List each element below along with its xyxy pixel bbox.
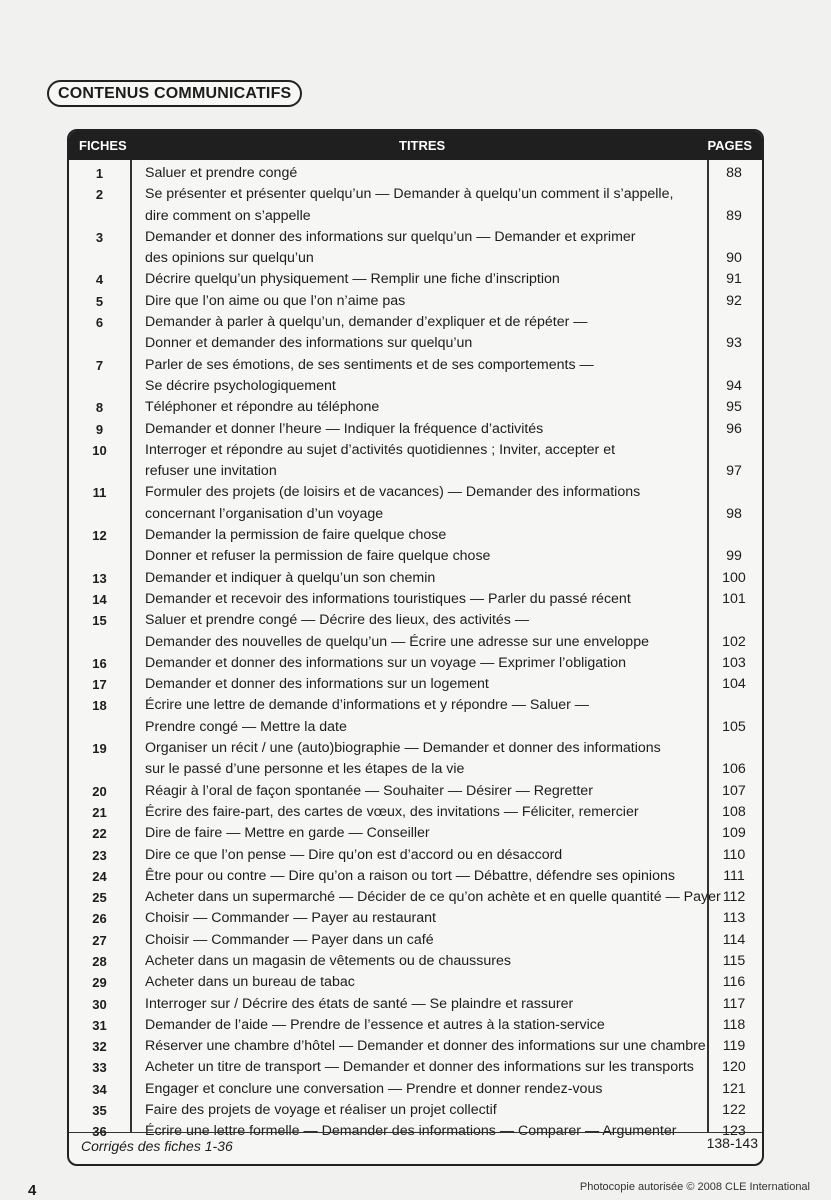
section-title: CONTENUS COMMUNICATIFS [47, 80, 302, 107]
table-row [69, 440, 762, 483]
fiche-title [145, 1100, 695, 1121]
fiche-page: 101 [722, 590, 746, 607]
table-row [69, 951, 762, 972]
fiche-number: 25 [92, 890, 107, 906]
fiche-title [145, 1057, 695, 1078]
fiche-title-line: Saluer et prendre congé [145, 165, 298, 181]
fiche-title-line: Choisir — Commander — Payer dans un café [145, 931, 434, 948]
fiche-page: 89 [726, 207, 742, 224]
table-row [69, 1036, 762, 1057]
fiche-page: 115 [722, 952, 746, 969]
table-row [69, 482, 762, 525]
fiche-number: 34 [92, 1081, 107, 1097]
fiche-title-line: Se décrire psychologiquement [145, 377, 336, 394]
fiche-page: 91 [726, 271, 742, 288]
header-titres: TITRES [399, 138, 446, 153]
fiche-title [145, 866, 695, 887]
table-row [69, 866, 762, 887]
fiche-number: 18 [92, 698, 107, 714]
table-row [69, 887, 762, 908]
fiche-number: 1 [95, 166, 104, 181]
table-row [69, 227, 762, 270]
table-row [69, 994, 762, 1015]
table-row [69, 653, 762, 674]
fiche-title-line: Demander et donner des informations sur un logement [145, 676, 489, 693]
table-body [69, 163, 762, 1143]
header-fiches: FICHES [79, 138, 127, 153]
fiche-title [145, 802, 695, 823]
fiche-title-line: Parler de ses émotions, de ses sentiments et de ses comportements — [145, 356, 594, 373]
fiche-title-line: Écrire des faire-part, des cartes de vœux, des invitations — Féliciter, remercier [145, 803, 639, 820]
fiche-number: 11 [92, 485, 107, 501]
table-row [69, 269, 762, 290]
fiche-number: 6 [95, 315, 104, 331]
fiche-title [145, 184, 695, 227]
fiche-title-line: Décrire quelqu’un physiquement — Remplir une fiche d’inscription [145, 271, 560, 288]
fiche-title [145, 1036, 706, 1057]
fiche-title-line: Engager et conclure une conversation — Prendre et donner rendez-vous [145, 1080, 603, 1097]
fiche-title [145, 887, 721, 908]
fiche-number: 8 [95, 400, 104, 416]
fiche-title [145, 397, 695, 418]
fiche-page: 92 [726, 292, 742, 309]
fiche-number: 28 [92, 953, 107, 969]
fiche-title-line: Faire des projets de voyage et réaliser un projet collectif [145, 1102, 497, 1119]
fiche-page: 112 [722, 889, 746, 906]
answers-pages: 138-143 [706, 1135, 758, 1151]
fiche-number: 17 [92, 677, 107, 693]
fiche-title [145, 355, 695, 398]
table-row [69, 1057, 762, 1078]
fiche-number: 12 [92, 528, 107, 544]
fiche-title-line: Formuler des projets (de loisirs et de vacances) — Demander des informations [145, 484, 641, 501]
fiche-page: 94 [726, 377, 742, 394]
fiche-title-line: Interroger et répondre au sujet d’activités quotidiennes ; Inviter, accepter et [145, 441, 616, 458]
fiche-title [145, 994, 695, 1015]
fiche-page: 118 [722, 1016, 746, 1033]
fiche-number: 23 [92, 847, 107, 863]
fiche-number: 4 [95, 272, 104, 288]
fiche-title [145, 781, 695, 802]
fiche-title-line: Dire de faire — Mettre en garde — Conseiller [145, 825, 430, 842]
fiche-title [145, 419, 695, 440]
fiche-page: 120 [722, 1059, 746, 1076]
fiche-title [145, 291, 695, 312]
fiche-title [145, 695, 695, 738]
table-row [69, 291, 762, 312]
fiche-number: 21 [92, 804, 107, 820]
fiche-page: 114 [722, 931, 746, 948]
fiche-title [145, 951, 695, 972]
table-row [69, 397, 762, 418]
table-row [69, 674, 762, 695]
fiche-number: 15 [92, 613, 107, 629]
fiche-number: 19 [92, 741, 107, 757]
table-row [69, 802, 762, 823]
fiche-title [145, 482, 695, 525]
fiche-title-line: Acheter dans un supermarché — Décider de ce qu’on achète et en quelle quantité — Payer [145, 889, 721, 906]
fiche-title [145, 674, 695, 695]
table-row [69, 163, 762, 184]
fiche-number: 29 [92, 975, 107, 991]
fiche-title-line: Dire ce que l’on pense — Dire qu’on est d’accord ou en désaccord [145, 846, 563, 863]
fiche-title-line: Donner et demander des informations sur quelqu’un [145, 335, 473, 352]
table-row [69, 823, 762, 844]
table-row [69, 972, 762, 993]
fiche-title-line: Donner et refuser la permission de faire quelque chose [145, 548, 491, 565]
table-row [69, 419, 762, 440]
table-row [69, 781, 762, 802]
fiche-title [145, 845, 695, 866]
fiche-page: 96 [726, 420, 742, 437]
fiche-page: 106 [722, 761, 746, 778]
fiche-number: 20 [92, 783, 107, 799]
fiche-title [145, 589, 695, 610]
fiche-page: 103 [722, 654, 746, 671]
fiche-title [145, 568, 695, 589]
fiche-title-line: dire comment on s’appelle [145, 207, 311, 224]
fiche-page: 113 [722, 910, 746, 927]
table-header [69, 131, 762, 160]
page-number: 4 [28, 1182, 37, 1199]
fiche-title-line: Demander des nouvelles de quelqu’un — Écrire une adresse sur une enveloppe [145, 633, 649, 650]
fiche-title-line: Prendre congé — Mettre la date [145, 718, 347, 735]
fiche-title-line: Réserver une chambre d’hôtel — Demander et donner des informations sur une chambre [145, 1038, 706, 1055]
fiche-title [145, 312, 695, 355]
table-row [69, 312, 762, 355]
fiche-number: 35 [92, 1103, 107, 1119]
fiche-title-line: Demander de l’aide — Prendre de l’essence et autres à la station-service [145, 1016, 605, 1033]
fiche-number: 3 [95, 229, 104, 245]
fiche-title [145, 653, 695, 674]
table-row [69, 589, 762, 610]
fiche-title-line: Écrire une lettre formelle — Demander des informations — Comparer — Argumenter [145, 1123, 677, 1140]
copyright-notice: Photocopie autorisée © 2008 CLE International [579, 1181, 810, 1193]
fiche-title-line: Interroger sur / Décrire des états de santé — Se plaindre et rassurer [145, 995, 574, 1012]
fiche-page: 100 [722, 569, 746, 586]
fiche-title-line: Demander à parler à quelqu’un, demander d’expliquer et de répéter — [145, 314, 588, 331]
table-row [69, 610, 762, 653]
fiche-page: 97 [726, 463, 742, 480]
fiche-title-line: Réagir à l’oral de façon spontanée — Souhaiter — Désirer — Regretter [145, 782, 593, 799]
fiche-number: 27 [92, 932, 107, 948]
fiche-title [145, 908, 695, 929]
fiche-title-line: Acheter dans un magasin de vêtements ou de chaussures [145, 952, 511, 969]
fiche-number: 10 [92, 442, 107, 458]
table-row [69, 1079, 762, 1100]
fiche-page: 122 [722, 1102, 746, 1119]
fiche-number: 5 [95, 293, 104, 309]
fiche-number: 2 [95, 187, 104, 203]
fiche-number: 30 [92, 996, 107, 1012]
fiche-page: 88 [726, 165, 742, 181]
fiche-page: 119 [722, 1038, 746, 1055]
fiche-page: 123 [722, 1123, 746, 1140]
fiche-number: 26 [92, 911, 107, 927]
table-row [69, 845, 762, 866]
fiche-page: 108 [722, 803, 746, 820]
fiche-page: 110 [722, 846, 746, 863]
fiche-title-line: Acheter dans un bureau de tabac [145, 974, 355, 991]
fiche-title [145, 930, 695, 951]
fiche-title [145, 610, 695, 653]
fiche-page: 98 [726, 505, 742, 522]
answers-label: Corrigés des fiches 1-36 [81, 1138, 233, 1154]
fiche-title-line: Choisir — Commander — Payer au restaurant [145, 910, 436, 927]
fiche-page: 102 [722, 633, 746, 650]
table-row [69, 568, 762, 589]
fiche-number: 36 [92, 1124, 107, 1140]
table-row [69, 738, 762, 781]
fiche-page: 99 [726, 548, 742, 565]
fiche-number: 7 [95, 357, 104, 373]
fiche-title-line: concernant l’organisation d’un voyage [145, 505, 384, 522]
fiche-page: 90 [726, 250, 742, 267]
table-row [69, 1015, 762, 1036]
fiche-number: 33 [92, 1060, 107, 1076]
fiche-title [145, 972, 695, 993]
fiche-title-line: Acheter un titre de transport — Demander et donner des informations sur les transports [145, 1059, 694, 1076]
fiche-title-line: refuser une invitation [145, 463, 277, 480]
fiche-number: 16 [92, 655, 107, 671]
fiche-title-line: Écrire une lettre de demande d’informations et y répondre — Saluer — [145, 697, 589, 714]
fiche-title-line: Se présenter et présenter quelqu’un — Demander à quelqu’un comment il s’appelle, [145, 186, 674, 203]
fiche-page: 121 [722, 1080, 746, 1097]
fiche-title-line: Demander et donner des informations sur quelqu’un — Demander et exprimer [145, 228, 636, 245]
table-row [69, 525, 762, 568]
fiche-title-line: Téléphoner et répondre au téléphone [145, 399, 380, 416]
fiche-title-line: Demander et indiquer à quelqu’un son chemin [145, 569, 436, 586]
fiche-title-line: Demander et recevoir des informations touristiques — Parler du passé récent [145, 590, 631, 607]
fiche-page: 104 [722, 676, 746, 693]
table-row [69, 695, 762, 738]
fiche-title-line: Dire que l’on aime ou que l’on n’aime pas [145, 292, 406, 309]
fiche-page: 107 [722, 782, 746, 799]
fiche-page: 95 [726, 399, 742, 416]
fiche-title-line: Demander et donner des informations sur un voyage — Exprimer l’obligation [145, 654, 627, 671]
fiche-title [145, 525, 695, 568]
fiche-number: 31 [92, 1017, 107, 1033]
fiche-title [145, 1079, 695, 1100]
table-row [69, 908, 762, 929]
fiche-title [145, 227, 695, 270]
fiche-number: 24 [92, 868, 107, 884]
fiche-number: 32 [92, 1039, 107, 1055]
fiche-title [145, 163, 695, 184]
fiche-title-line: Saluer et prendre congé — Décrire des lieux, des activités — [145, 612, 530, 629]
fiche-page: 109 [722, 825, 746, 842]
contents-table [67, 129, 764, 1166]
table-row [69, 184, 762, 227]
fiche-page: 117 [722, 995, 746, 1012]
fiche-title [145, 269, 695, 290]
fiche-page: 111 [723, 867, 745, 884]
header-pages: PAGES [707, 138, 752, 153]
fiche-number: 13 [92, 570, 107, 586]
fiche-number: 14 [92, 591, 107, 607]
fiche-page: 116 [722, 974, 746, 991]
fiche-title-line: Demander et donner l’heure — Indiquer la fréquence d’activités [145, 420, 544, 437]
table-row [69, 930, 762, 951]
fiche-title [145, 823, 695, 844]
fiche-page: 105 [722, 718, 746, 735]
table-row [69, 1100, 762, 1121]
fiche-page: 93 [726, 335, 742, 352]
fiche-title-line: sur le passé d’une personne et les étapes de la vie [145, 761, 465, 778]
fiche-title [145, 738, 695, 781]
fiche-title [145, 440, 695, 483]
table-footer [69, 1132, 762, 1164]
fiche-number: 9 [95, 421, 104, 437]
fiche-title-line: Demander la permission de faire quelque chose [145, 527, 447, 544]
fiche-title-line: Organiser un récit / une (auto)biographie — Demander et donner des informations [145, 740, 661, 757]
fiche-title-line: Être pour ou contre — Dire qu’on a raison ou tort — Débattre, défendre ses opinions [145, 867, 675, 884]
fiche-title-line: des opinions sur quelqu’un [145, 250, 314, 267]
fiche-number: 22 [92, 826, 107, 842]
fiche-title [145, 1015, 695, 1036]
table-row [69, 355, 762, 398]
